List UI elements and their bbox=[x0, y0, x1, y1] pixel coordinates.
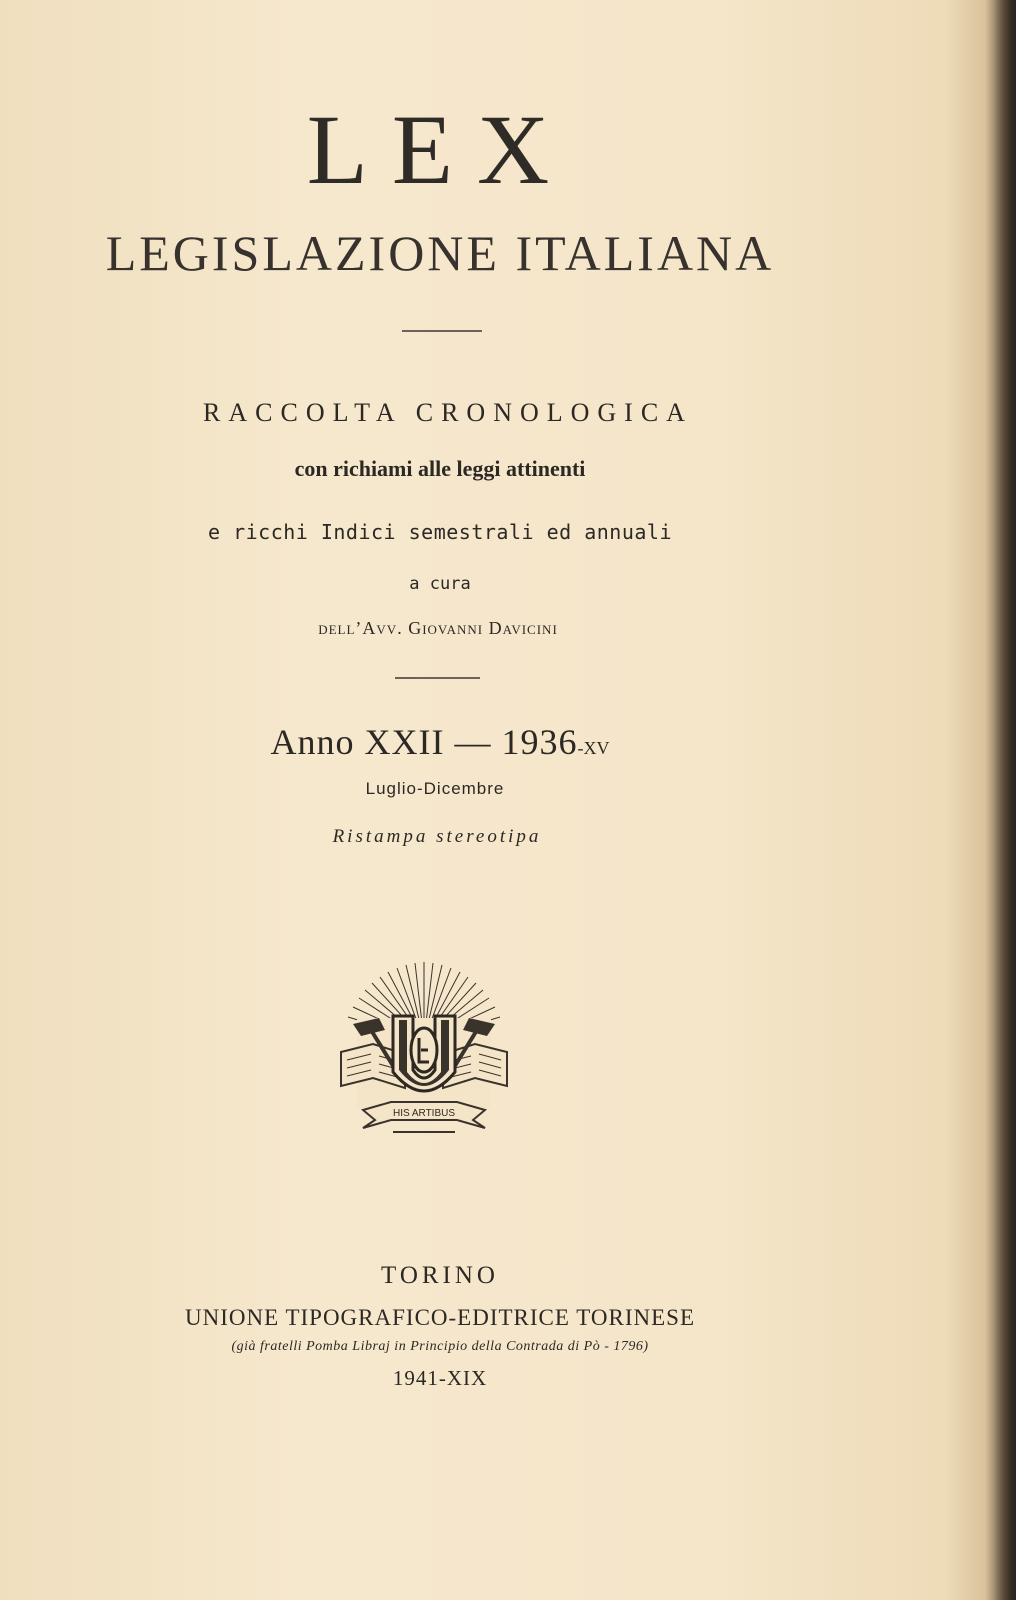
volume-period: Luglio-Dicembre bbox=[365, 779, 505, 798]
page-edge-shadow bbox=[994, 0, 1016, 1600]
description-line-1: con richiami alle leggi attinenti bbox=[294, 456, 586, 481]
volume-anno: Anno XXII — 1936 bbox=[270, 722, 578, 762]
editor-name: dell’Avv. Giovanni Davicini bbox=[318, 618, 558, 638]
collection-heading: RACCOLTA CRONOLOGICA bbox=[203, 398, 693, 427]
publication-year: 1941-XIX bbox=[392, 1366, 488, 1390]
publisher-emblem-icon bbox=[333, 960, 515, 1142]
volume-era: -XV bbox=[577, 738, 610, 758]
divider-middle bbox=[395, 677, 480, 679]
publisher-name: UNIONE TIPOGRAFICO-EDITRICE TORINESE bbox=[184, 1305, 696, 1330]
publisher-history: (già fratelli Pomba Libraj in Principio della Contrada di Pò - 1796) bbox=[231, 1339, 649, 1354]
volume-year bbox=[190, 724, 690, 760]
publisher-city: TORINO bbox=[381, 1262, 499, 1289]
description-line-2: e ricchi Indici semestrali ed annuali bbox=[207, 520, 673, 544]
edition-note: Ristampa stereotipa bbox=[332, 826, 542, 847]
divider-top bbox=[402, 330, 482, 332]
editor-prefix: a cura bbox=[409, 574, 471, 594]
journal-title: LEX bbox=[306, 94, 574, 205]
emblem-motto: HIS ARTIBUS bbox=[392, 1108, 456, 1119]
journal-subtitle: LEGISLAZIONE ITALIANA bbox=[105, 225, 775, 281]
